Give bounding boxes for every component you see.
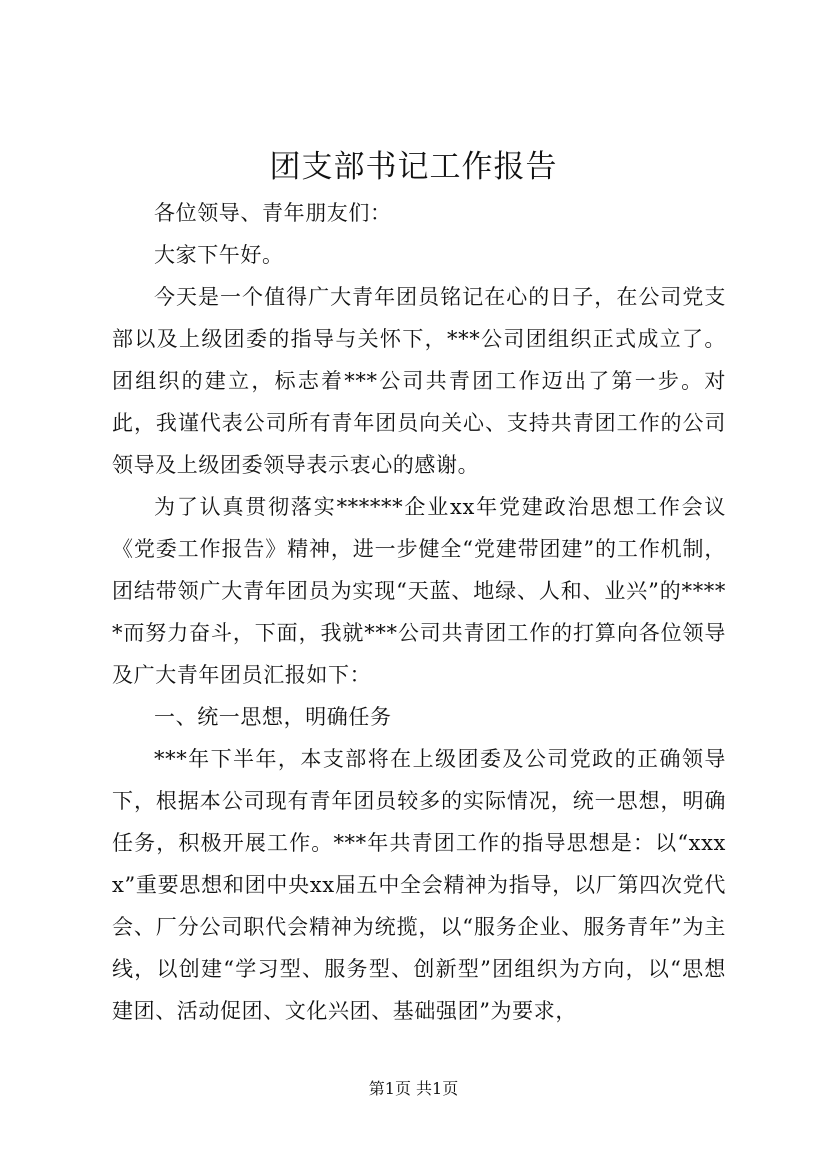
page-footer: 第1页 共1页 <box>368 1079 459 1098</box>
purpose-paragraph: 为了认真贯彻落实******企业xx年党建政治思想工作会议《党委工作报告》精神，进一步健全“党建带团建”的工作机制，团结带领广大青年团员为实现“天蓝、地绿、人和、业兴”的*****而努力奋斗，下面，我就***公司共青团工作的打算向各位领导及广大青年团员汇报如下： <box>112 495 726 687</box>
document-title: 团支部书记工作报告 <box>269 149 558 185</box>
salutation-paragraph: 大家下午好。 <box>154 243 284 267</box>
document-body <box>112 192 726 1032</box>
intro-paragraph: 今天是一个值得广大青年团员铭记在心的日子，在公司党支部以及上级团委的指导与关怀下，***公司团组织正式成立了。团组织的建立，标志着***公司共青团工作迈出了第一步。对此，我谨代表公司所有青年团员向关心、支持共青团工作的公司领导及上级团委领导表示衷心的感谢。 <box>112 285 726 477</box>
section-heading: 一、统一思想，明确任务 <box>154 705 392 729</box>
section-paragraph: ***年下半年，本支部将在上级团委及公司党政的正确领导下，根据本公司现有青年团员较多的实际情况，统一思想，明确任务，积极开展工作。***年共青团工作的指导思想是：以“xxxx”重要思想和团中央xx届五中全会精神为指导，以厂第四次党代会、厂分公司职代会精神为统揽，以“服务企业、服务青年”为主线，以创建“学习型、服务型、创新型”团组织为方向，以“思想建团、活动促团、文化兴团、基础强团”为要求， <box>112 747 726 1023</box>
greeting-paragraph: 各位领导、青年朋友们： <box>154 201 392 225</box>
